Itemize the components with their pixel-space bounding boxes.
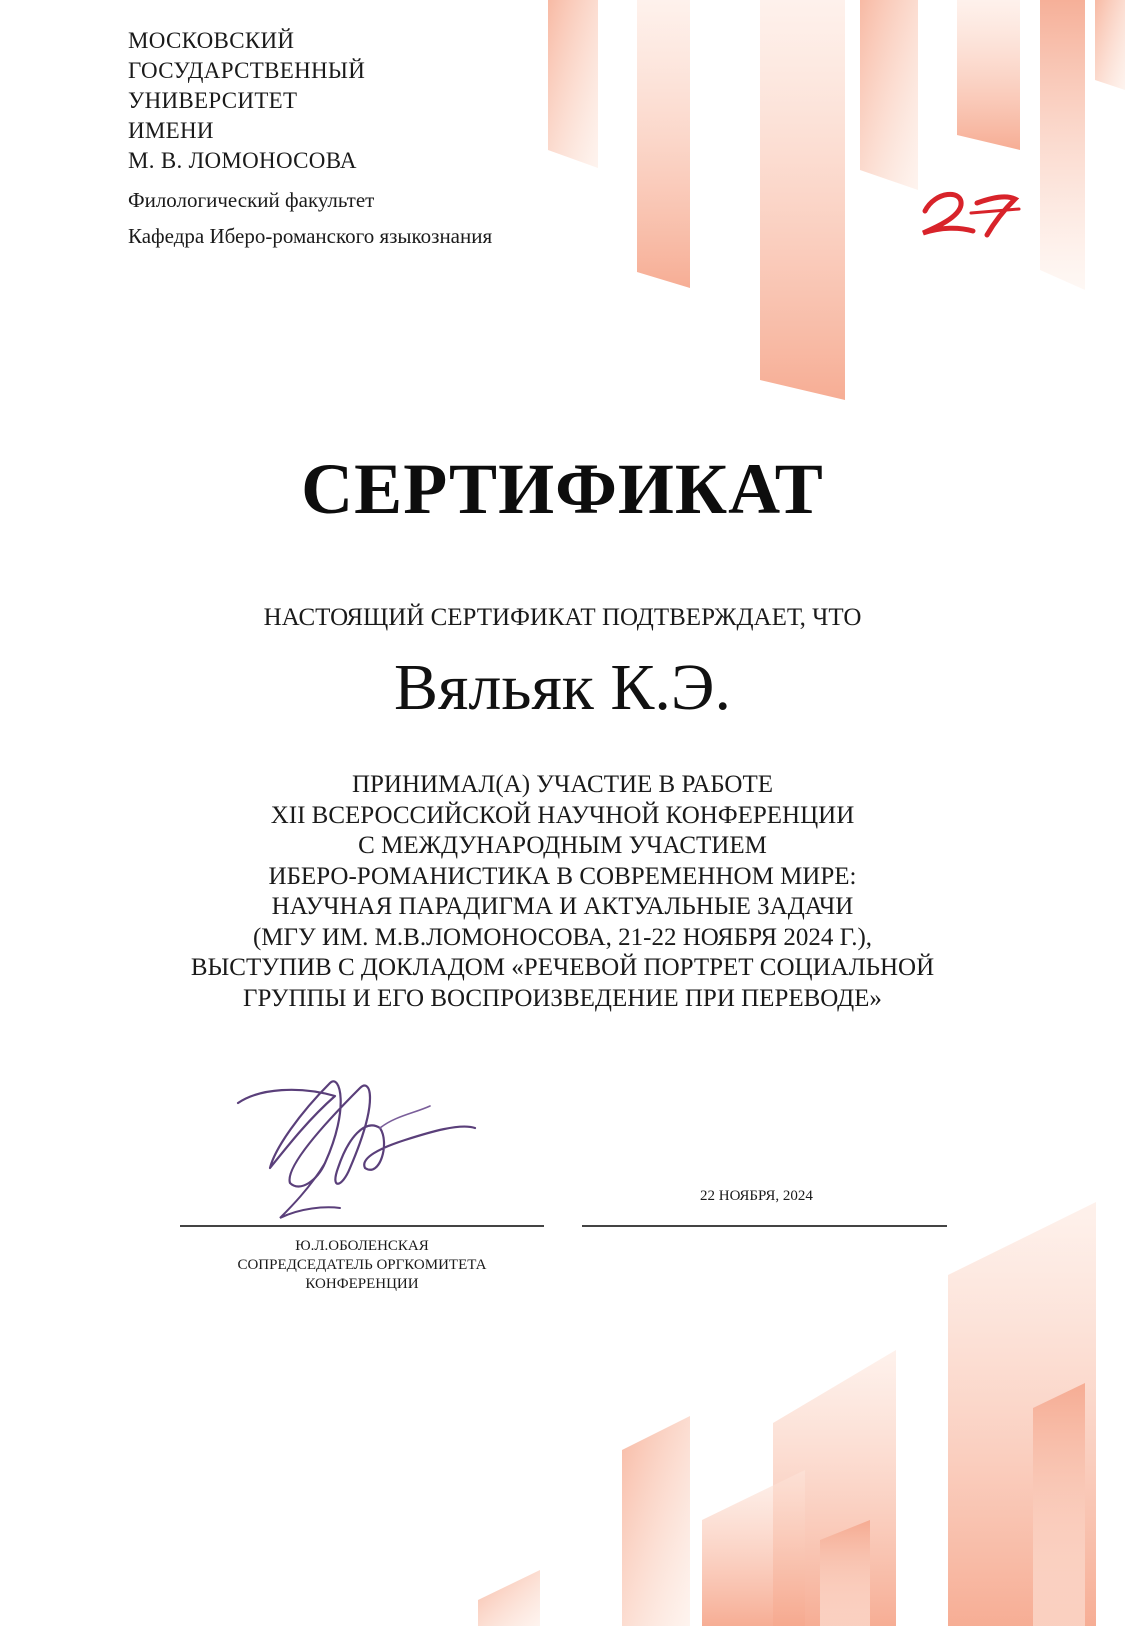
- certificate-title: СЕРТИФИКАТ: [301, 449, 824, 529]
- participation-text: [60, 770, 1065, 1014]
- signatory-line: КОНФЕРЕНЦИИ: [305, 1276, 419, 1292]
- signatory-line: Ю.Л.ОБОЛЕНСКАЯ: [295, 1238, 429, 1254]
- university-name: [128, 26, 365, 176]
- body-line: С МЕЖДУНАРОДНЫМ УЧАСТИЕМ: [358, 832, 767, 859]
- body-line: ПРИНИМАЛ(А) УЧАСТИЕ В РАБОТЕ: [351, 771, 774, 798]
- body-line: ИБЕРО-РОМАНИСТИКА В СОВРЕМЕННОМ МИРЕ:: [268, 862, 857, 890]
- university-line: ГОСУДАРСТВЕННЫЙ: [128, 58, 366, 83]
- university-line: УНИВЕРСИТЕТ: [128, 88, 298, 113]
- body-line: XII ВСЕРОССИЙСКОЙ НАУЧНОЙ КОНФЕРЕНЦИИ: [270, 801, 855, 829]
- date-line: [582, 1225, 947, 1227]
- body-line: ГРУППЫ И ЕГО ВОСПРОИЗВЕДЕНИЕ ПРИ ПЕРЕВОДЕ»: [243, 984, 882, 1012]
- body-line: (МГУ ИМ. М.В.ЛОМОНОСОВА, 21-22 НОЯБРЯ 2024 Г.),: [252, 923, 873, 951]
- university-line: М. В. ЛОМОНОСОВА: [128, 148, 357, 173]
- department-name: Кафедра Иберо-романского языкознания: [128, 224, 493, 248]
- handwritten-signature: [230, 1068, 490, 1238]
- signature-line: [180, 1225, 544, 1227]
- body-line: ВЫСТУПИВ С ДОКЛАДОМ «РЕЧЕВОЙ ПОРТРЕТ СОЦИАЛЬНОЙ: [190, 954, 935, 981]
- conference-logo-mark: [915, 183, 1025, 243]
- university-line: ИМЕНИ: [128, 118, 214, 143]
- body-line: НАУЧНАЯ ПАРАДИГМА И АКТУАЛЬНЫЕ ЗАДАЧИ: [271, 893, 854, 920]
- university-line: МОСКОВСКИЙ: [128, 28, 295, 53]
- signatory-caption: [180, 1237, 544, 1294]
- confirm-line: НАСТОЯЩИЙ СЕРТИФИКАТ ПОДТВЕРЖДАЕТ, ЧТО: [263, 604, 862, 631]
- faculty-name: Филологический факультет: [128, 188, 375, 212]
- recipient-name: Вяльяк К.Э.: [394, 651, 731, 724]
- signatory-line: СОПРЕДСЕДАТЕЛЬ ОРГКОМИТЕТА: [237, 1257, 487, 1273]
- issue-date: 22 НОЯБРЯ, 2024: [700, 1188, 813, 1204]
